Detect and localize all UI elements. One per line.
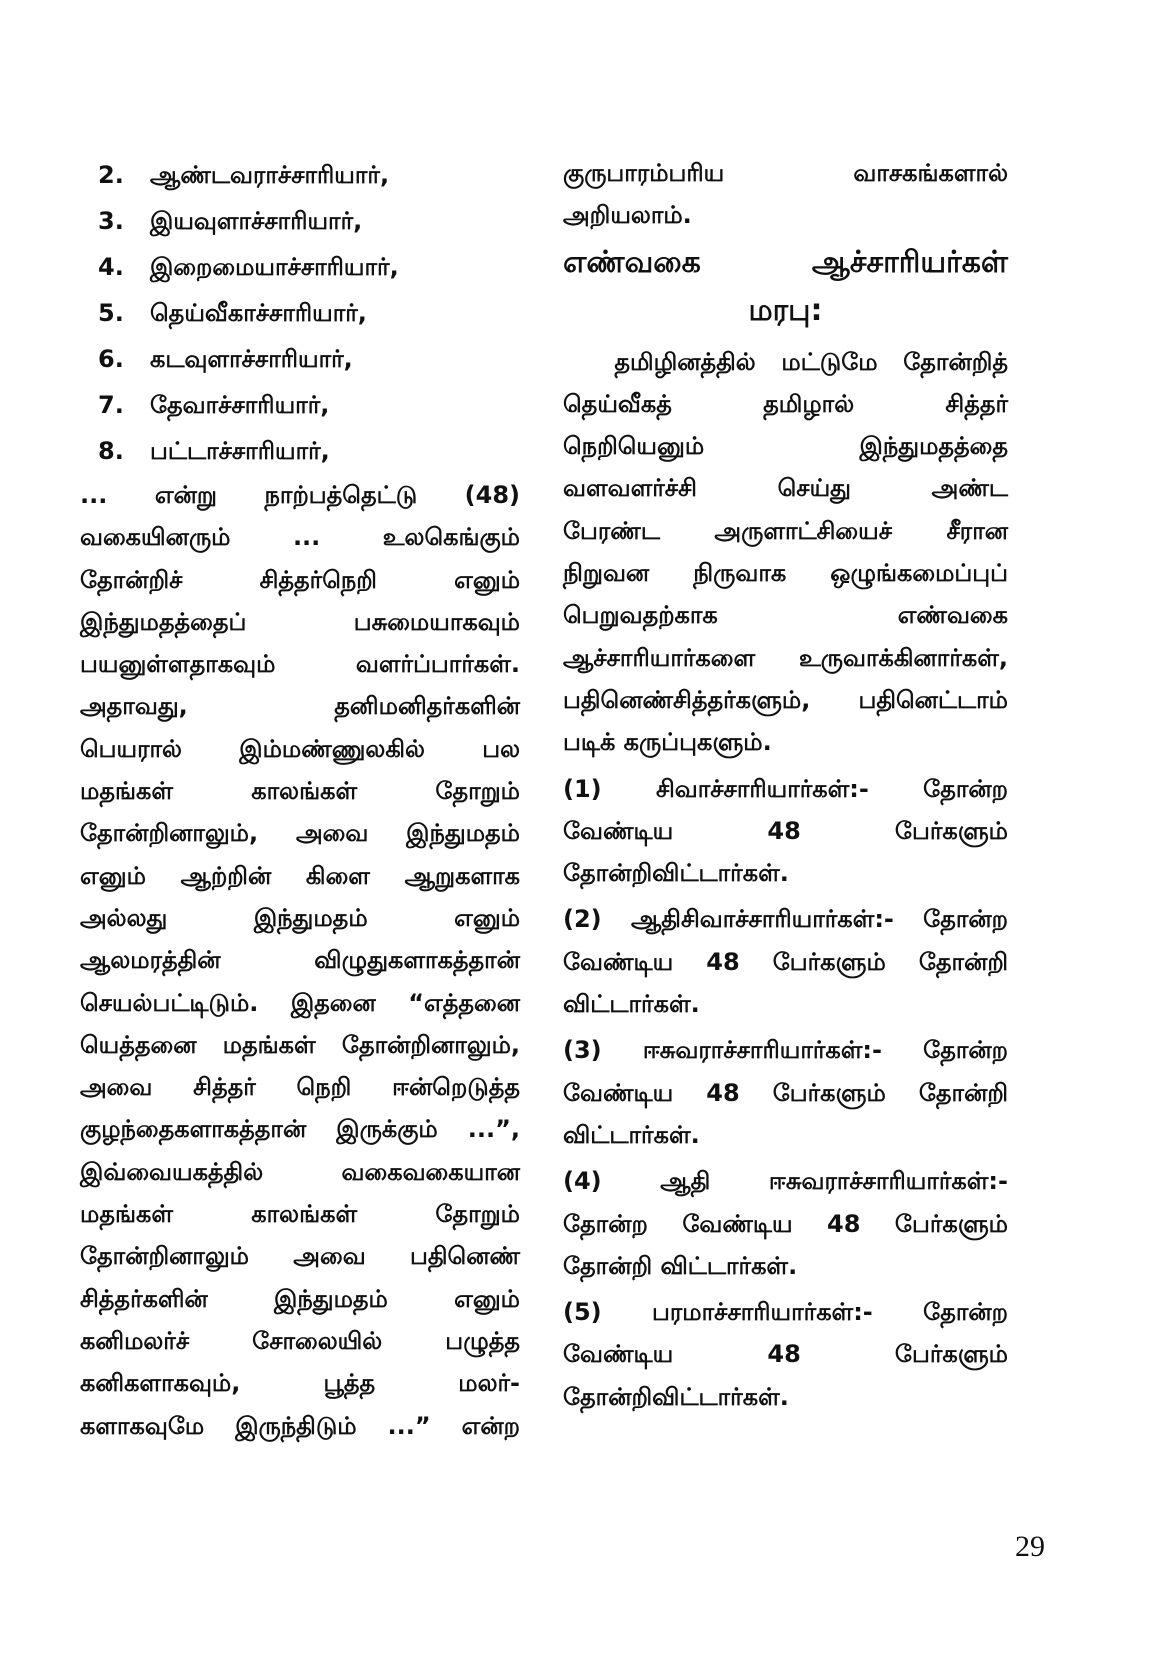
text-line: வளவளர்ச்சி செய்து அண்ட <box>563 474 1008 503</box>
text-line: நிறுவன நிருவாக ஒழுங்கமைப்புப் <box>563 559 1008 588</box>
list-number: 2. <box>98 161 124 189</box>
text-line: வேண்டிய 48 பேர்களும் தோன்றி <box>563 947 1008 976</box>
list-number: 5. <box>98 299 124 327</box>
text-line: தமிழினத்தில் மட்டுமே தோன்றித் <box>563 347 1008 376</box>
text-line: வேண்டிய 48 பேர்களும் தோன்றி <box>563 1078 1008 1107</box>
section-heading <box>563 239 1008 335</box>
text-line: பயனுள்ளதாகவும் வளர்ப்பார்கள். <box>80 650 520 679</box>
text-line: இந்துமதத்தைப் பசுமையாகவும் <box>80 607 520 636</box>
text-line: இவ்வையகத்தில் வகைவகையான <box>80 1157 520 1186</box>
text-line: குழந்தைகளாகத்தான் இருக்கும் ...”, <box>80 1115 520 1144</box>
heading-line: எண்வகை ஆச்சாரியர்கள் <box>563 244 1008 280</box>
right-column <box>563 152 1008 1418</box>
acharya-entry <box>563 898 1008 1025</box>
text-line: வேண்டிய 48 பேர்களும் <box>563 1340 1008 1369</box>
text-line: பெயரால் இம்மண்ணுலகில் பல <box>80 734 520 763</box>
acharya-entry <box>563 1291 1008 1418</box>
text-line: வேண்டிய 48 பேர்களும் <box>563 816 1008 845</box>
heading-line: மரபு: <box>748 292 823 328</box>
list-text: பட்டாச்சாரியார், <box>150 437 330 465</box>
list-number: 8. <box>98 437 124 465</box>
text-line: தோன்றிவிட்டார்கள். <box>563 1382 789 1411</box>
text-line: பெறுவதற்காக எண்வகை <box>563 601 1008 630</box>
list-item <box>80 382 520 428</box>
left-column <box>80 152 520 1447</box>
text-line: வகையினரும் ... உலகெங்கும் <box>80 523 520 552</box>
text-line: ... என்று நாற்பத்தெட்டு (48) <box>80 481 520 509</box>
acharya-entry <box>563 768 1008 895</box>
text-line: அவை சித்தர் நெறி ஈன்றெடுத்த <box>80 1073 520 1102</box>
text-line: ஆலமரத்தின் விழுதுகளாகத்தான் <box>80 946 520 975</box>
list-item <box>80 198 520 244</box>
list-number: 3. <box>98 207 124 235</box>
text-line: குருபாரம்பரிய வாசகங்களால் <box>563 159 1008 187</box>
text-line: (4) ஆதி ஈசுவராச்சாரியார்கள்:- <box>563 1167 1008 1196</box>
list-text: கடவுளாச்சாரியார், <box>150 345 353 373</box>
text-line: கனிமலர்ச் சோலையில் பழுத்த <box>80 1326 520 1355</box>
text-line: யெத்தனை மதங்கள் தோன்றினாலும், <box>80 1030 520 1059</box>
text-line: விட்டார்கள். <box>563 990 700 1019</box>
list-item <box>80 336 520 382</box>
list-number: 4. <box>98 253 124 281</box>
text-line: அதாவது, தனிமனிதர்களின் <box>80 692 520 721</box>
numbered-list <box>80 152 520 474</box>
list-item <box>80 244 520 290</box>
list-number: 6. <box>98 345 124 373</box>
text-line: (5) பரமாச்சாரியார்கள்:- தோன்ற <box>563 1298 1008 1327</box>
text-line: விட்டார்கள். <box>563 1120 700 1149</box>
text-line: (2) ஆதிசிவாச்சாரியார்கள்:- தோன்ற <box>563 905 1008 934</box>
text-line: எனும் ஆற்றின் கிளை ஆறுகளாக <box>80 861 520 890</box>
text-line: அல்லது இந்துமதம் எனும் <box>80 903 520 932</box>
text-line: அறியலாம். <box>563 201 692 230</box>
text-line: களாகவுமே இருந்திடும் ...” என்ற <box>80 1411 520 1440</box>
text-line: தோன்றினாலும் அவை பதினெண் <box>80 1242 520 1271</box>
text-line: தோன்ற வேண்டிய 48 பேர்களும் <box>563 1209 1008 1238</box>
text-line: படிக் கருப்புகளும். <box>563 728 772 757</box>
list-text: தேவாச்சாரியார், <box>150 391 330 419</box>
list-item <box>80 428 520 474</box>
list-text: ஆண்டவராச்சாரியார், <box>150 161 390 189</box>
acharya-entry <box>563 1029 1008 1156</box>
list-text: தெய்வீகாச்சாரியார், <box>150 299 367 327</box>
text-line: பேரண்ட அருளாட்சியைச் சீரான <box>563 516 1008 545</box>
text-line: கனிகளாகவும், பூத்த மலர்- <box>80 1369 520 1398</box>
list-item <box>80 290 520 336</box>
list-text: இறைமையாச்சாரியார், <box>150 253 399 281</box>
text-line: (1) சிவாச்சாரியார்கள்:- தோன்ற <box>563 774 1008 803</box>
body-paragraph <box>563 341 1008 764</box>
body-paragraph <box>80 474 520 1447</box>
page-number: 29 <box>1015 1530 1045 1563</box>
intro-paragraph <box>563 152 1008 237</box>
list-text: இயவுளாச்சாரியார், <box>150 207 363 235</box>
text-line: செயல்பட்டிடும். இதனை “எத்தனை <box>80 988 520 1017</box>
text-line: தோன்றிச் சித்தர்நெறி எனும் <box>80 565 520 594</box>
list-item <box>80 152 520 198</box>
text-line: தோன்றிவிட்டார்கள். <box>563 859 789 888</box>
text-line: நெறியெனும் இந்துமதத்தை <box>563 432 1008 461</box>
list-number: 7. <box>98 391 124 419</box>
text-line: சித்தர்களின் இந்துமதம் எனும் <box>80 1284 520 1313</box>
text-line: மதங்கள் காலங்கள் தோறும் <box>80 1200 520 1229</box>
text-line: (3) ஈசுவராச்சாரியார்கள்:- தோன்ற <box>563 1036 1008 1065</box>
text-line: பதினெண்சித்தர்களும், பதினெட்டாம் <box>563 685 1008 714</box>
text-line: தெய்வீகத் தமிழால் சித்தர் <box>563 389 1008 418</box>
acharya-entry <box>563 1160 1008 1287</box>
text-line: தோன்றினாலும், அவை இந்துமதம் <box>80 819 520 848</box>
text-line: மதங்கள் காலங்கள் தோறும் <box>80 777 520 806</box>
text-line: ஆச்சாரியார்களை உருவாக்கினார்கள், <box>563 643 1008 672</box>
text-line: தோன்றி விட்டார்கள். <box>563 1251 798 1280</box>
